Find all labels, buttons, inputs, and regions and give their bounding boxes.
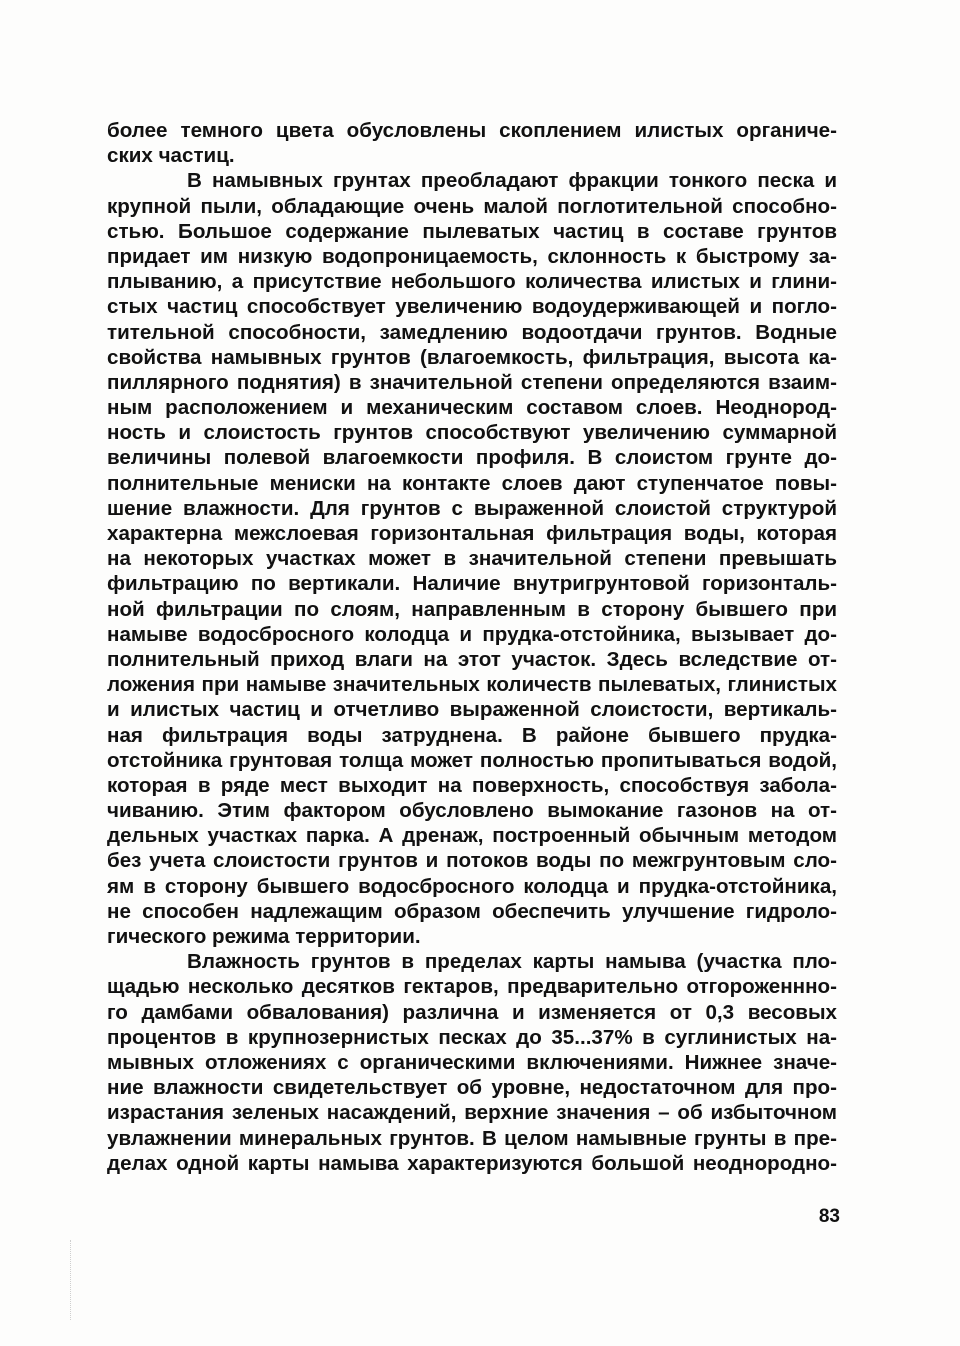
paragraph-first-line: В намывных грунтах преобладают фракции тонкого песка и [187, 169, 837, 193]
text-line: отстойника грунтовая толща может полностью пропитываться водой, [107, 748, 837, 772]
text-line: увлажнении минеральных грунтов. В целом намывные грунты в пре- [107, 1126, 837, 1150]
text-line: ние влажности свидетельствует об уровне, недостаточном для про- [107, 1076, 837, 1100]
text-line: ложения при намыве значительных количеств пылеватых, глинистых [107, 673, 837, 697]
text-line: свойства намывных грунтов (влагоемкость, фильтрация, высота ка- [107, 345, 837, 369]
text-line: не способен надлежащим образом обеспечить улучшение гидроло- [107, 899, 837, 923]
text-line: намыве водосбросного колодца и прудка-отстойника, вызывает до- [107, 622, 837, 646]
text-line: израстания зеленых насаждений, верхние значения – об избыточном [107, 1101, 837, 1125]
text-line: процентов в крупнозернистых песках до 35...37% в суглинистых на- [107, 1025, 837, 1049]
body-text [107, 118, 837, 1176]
text-line: делах одной карты намыва характеризуются большой неоднородно- [107, 1151, 837, 1175]
text-line: без учета слоистости грунтов и потоков воды по межгрунтовым сло- [107, 849, 837, 873]
text-line: го дамбами обвалования) различна и изменяется от 0,3 весовых [107, 1000, 837, 1024]
scan-artifact [70, 1240, 75, 1320]
text-line: щадью несколько десятков гектаров, предварительно отгороженнно- [107, 975, 837, 999]
text-line: придает им низкую водопроницаемость, склонность к быстрому за- [107, 244, 837, 268]
text-line: дельных участках парка. А дренаж, построенный обычным методом [107, 824, 837, 848]
text-line: величины полевой влагоемкости профиля. В слоистом грунте до- [107, 446, 837, 470]
text-line: пиллярного поднятия) в значительной степени определяются взаим- [107, 370, 837, 394]
text-line: ских частиц. [107, 144, 235, 168]
text-line: стых частиц способствует увеличению водоудерживающей и погло- [107, 295, 837, 319]
text-line: ной фильтрации по слоям, направленным в сторону бывшего при [107, 597, 837, 621]
text-line: шение влажности. Для грунтов с выраженной слоистой структурой [107, 496, 837, 520]
text-line: на некоторых участках может в значительной степени превышать [107, 547, 837, 571]
text-line: гического режима территории. [107, 925, 421, 948]
text-line: ям в сторону бывшего водосбросного колодца и прудка-отстойника, [107, 874, 837, 898]
text-line: ная фильтрация воды затруднена. В районе бывшего прудка- [107, 723, 837, 747]
text-line: фильтрацию по вертикали. Наличие внутригрунтовой горизонталь- [107, 572, 837, 596]
text-line: мывных отложениях с органическими включениями. Нижнее значе- [107, 1050, 837, 1074]
paragraph-first-line: Влажность грунтов в пределах карты намыва (участка пло- [187, 950, 837, 974]
text-line: и илистых частиц и отчетливо выраженной слоистости, вертикаль- [107, 698, 837, 722]
text-line: тительной способности, замедлению водоотдачи грунтов. Водные [107, 320, 837, 344]
text-line: плыванию, а присутствие небольшого количества илистых и глини- [107, 270, 837, 294]
text-line: характерна межслоевая горизонтальная фильтрация воды, которая [107, 522, 837, 545]
text-line: которая в ряде мест выходит на поверхность, способствуя забола- [107, 773, 837, 797]
text-line: чиванию. Этим фактором обусловлено вымокание газонов на от- [107, 799, 837, 823]
text-line: полнительные мениски на контакте слоев дают ступенчатое повы- [107, 471, 837, 495]
text-line: ность и слоистость грунтов способствуют увеличению суммарной [107, 421, 837, 445]
page-number: 83 [818, 1206, 840, 1227]
text-line: стью. Большое содержание пылеватых частиц в составе грунтов [107, 219, 837, 243]
text-line: полнительный приход влаги на этот участок. Здесь вследствие от- [107, 647, 837, 671]
text-line: более темного цвета обусловлены скоплением илистых органиче- [107, 119, 837, 142]
text-line: крупной пыли, обладающие очень малой поглотительной способно- [107, 194, 837, 218]
text-line: ным расположением и механическим составом слоев. Неоднород- [107, 396, 837, 420]
